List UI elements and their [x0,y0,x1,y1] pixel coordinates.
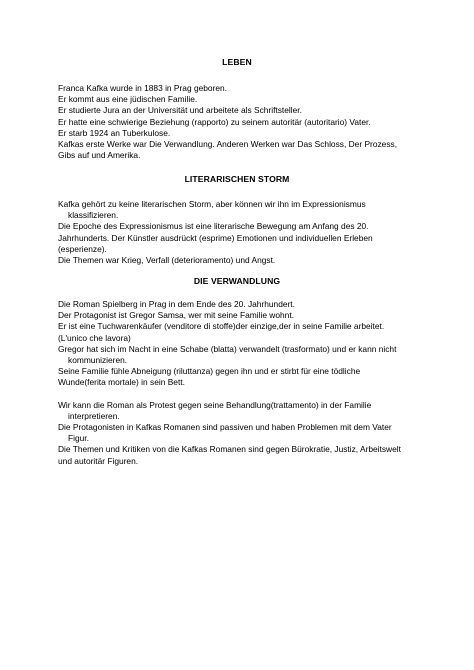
text-line: Die Themen und Kritiken von die Kafkas Romanen sind gegen Bürokratie, Justiz, Arbeitswelt [58,444,401,455]
text-line: Wir kann die Roman als Protest gegen seine Behandlung(trattamento) in der Familie [58,399,372,410]
text-line: und autoritär Figuren. [58,455,139,466]
section-heading-leben: LEBEN [222,57,252,67]
text-line: Der Protagonist ist Gregor Samsa, wer mit seine Familie wohnt. [58,310,294,321]
text-line: Er hatte eine schwierige Beziehung (rapporto) zu seinem autoritär (autoritario) Vater. [58,116,371,127]
text-line: Gibs auf und Amerika. [58,150,141,161]
blank-line [58,389,424,400]
text-line: Kafkas erste Werke war Die Verwandlung. Anderen Werken war Das Schloss, Der Prozess, [58,139,398,150]
text-line: Kafka gehört zu keine literarischen Storm, aber können wir ihn im Expressionismus [58,199,366,209]
text-line: Die Protagonisten in Kafkas Romanen sind passiven und haben Problemen mit dem Vater [58,422,392,433]
text-line: Die Themen war Krieg, Verfall (deterioramento) und Angst. [58,255,276,266]
section-heading-die-verwandlung: DIE VERWANDLUNG [193,276,281,286]
section-body-die-verwandlung [58,299,424,467]
text-line: Er starb 1924 an Tuberkulose. [58,127,171,138]
text-line: (esperienze). [58,243,107,254]
text-line: kommunizieren. [68,355,128,366]
text-line: Wunde(ferita mortale) in sein Bett. [58,377,185,388]
text-line: klassifizieren. [68,210,119,221]
text-line: Figur. [68,433,89,444]
text-line: Er kommt aus eine jüdischen Familie. [58,94,198,105]
text-line: Er studierte Jura an der Universität und arbeitete als Schriftsteller. [58,105,302,116]
text-line: (L'unico che lavora) [58,332,131,343]
text-line: Jahrhunderts. Der Künstler ausdrückt (esprime) Emotionen und individuellen Erleben [58,232,373,243]
text-line: Seine Familie fühle Abneigung (riluttanza) gegen ihn und er stirbt für eine tödliche [58,366,361,377]
section-heading-literarischen-storm: LITERARISCHEN STORM [184,174,290,184]
text-line: Die Roman Spielberg in Prag in dem Ende des 20. Jahrhundert. [58,299,295,309]
text-line: Franca Kafka wurde in 1883 in Prag geboren. [58,83,228,93]
section-body-leben [58,83,424,161]
text-line: Er ist eine Tuchwarenkäufer (venditore di stoffe)der einzige,der in seine Familie arbeitet. [58,321,385,332]
text-line: Die Epoche des Expressionismus ist eine literarische Bewegung am Anfang des 20. [58,221,369,232]
text-line: Gregor hat sich im Nacht in eine Schabe (blatta) verwandelt (trasformato) und er kann nicht [58,343,397,354]
section-body-literarischen-storm [58,199,424,266]
text-line: interpretieren. [68,410,120,421]
